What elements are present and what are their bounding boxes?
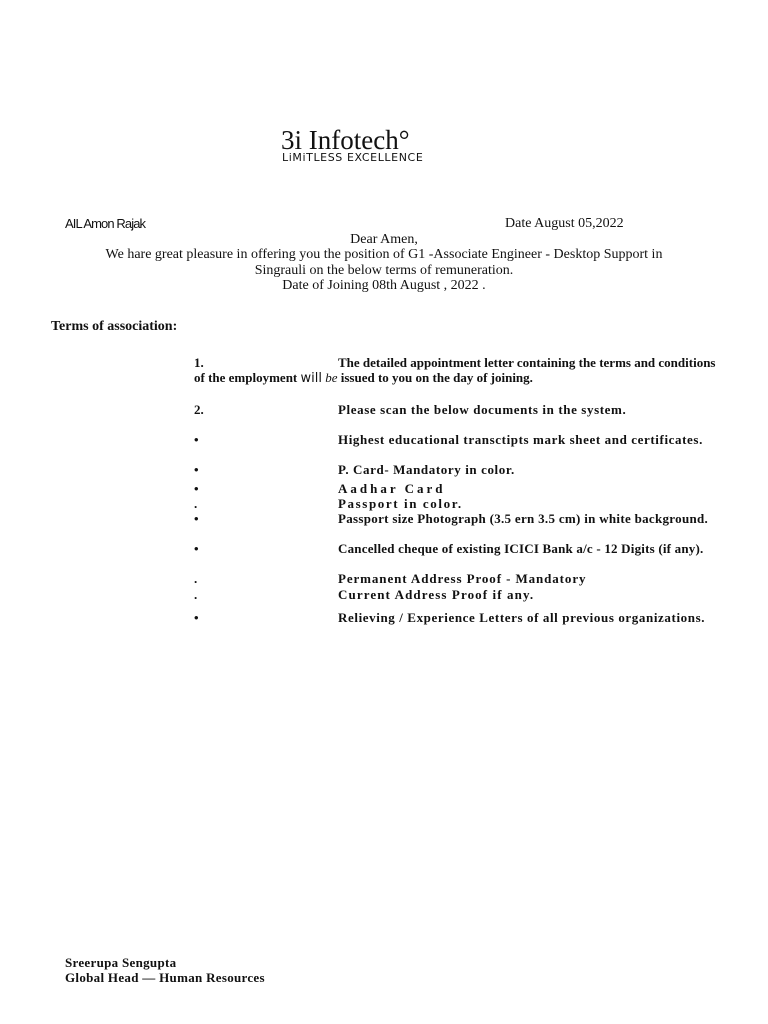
list-item	[194, 496, 724, 511]
letter-date: Date August 05,2022	[505, 216, 624, 231]
terms-heading: Terms of association:	[51, 319, 178, 334]
document-text: Relieving / Experience Letters of all previous organizations.	[338, 610, 706, 625]
offer-line-1: We hare great pleasure in offering you the position of G1 -Associate Engineer - Desktop Support in	[105, 247, 663, 262]
list-item	[194, 462, 724, 477]
signatory-title: Global Head — Human Resources	[65, 970, 265, 985]
document-text: Aadhar Card	[338, 481, 446, 496]
document-text: Current Address Proof if any.	[338, 587, 535, 602]
document-text: Permanent Address Proof - Mandatory	[338, 571, 587, 586]
document-text: Passport size Photograph (3.5 ern 3.5 cm) in white background.	[338, 511, 709, 526]
document-text: Highest educational transctipts mark sheet and certificates.	[338, 432, 703, 447]
terms-item-1	[194, 355, 724, 386]
joining-date: Date of Joining 08th August , 2022 .	[282, 278, 486, 293]
list-item	[194, 541, 724, 556]
addressee: AIL Amon Rajak	[65, 216, 146, 231]
item-text: The detailed appointment letter containing the terms and conditions of the employment	[194, 355, 716, 385]
list-item	[194, 587, 724, 602]
bullet-marker: •	[194, 610, 199, 625]
item-number: 2.	[194, 402, 204, 417]
list-item	[194, 571, 724, 586]
document-text: P. Card- Mandatory in color.	[338, 462, 515, 477]
bullet-marker: •	[194, 462, 199, 477]
list-item	[194, 481, 724, 496]
list-item	[194, 432, 724, 447]
document-text: Cancelled cheque of existing ICICI Bank a/c - 12 Digits (if any).	[338, 541, 704, 556]
bullet-marker: .	[194, 571, 198, 586]
bullet-marker: •	[194, 481, 199, 496]
document-text: Passport in color.	[338, 496, 463, 511]
bullet-marker: •	[194, 541, 199, 556]
item-number: 1.	[194, 355, 204, 370]
bullet-marker: .	[194, 496, 198, 511]
item-text-will: will	[300, 371, 322, 386]
list-item	[194, 610, 724, 625]
company-name: 3i Infotech°	[281, 125, 410, 155]
company-tagline: LiMiTLESS EXCELLENCE	[282, 151, 424, 164]
bullet-marker: .	[194, 587, 198, 602]
bullet-marker: •	[194, 432, 199, 447]
salutation: Dear Amen,	[350, 232, 418, 247]
item-text-end: issued to you on the day of joining.	[340, 370, 533, 385]
item-text: Please scan the below documents in the system.	[338, 402, 627, 417]
offer-line-2: Singrauli on the below terms of remuneration.	[254, 263, 514, 278]
item-text-be: be	[325, 370, 338, 385]
terms-item-2	[194, 402, 724, 417]
list-item	[194, 511, 724, 526]
signatory-name: Sreerupa Sengupta	[65, 955, 177, 970]
bullet-marker: •	[194, 511, 199, 526]
